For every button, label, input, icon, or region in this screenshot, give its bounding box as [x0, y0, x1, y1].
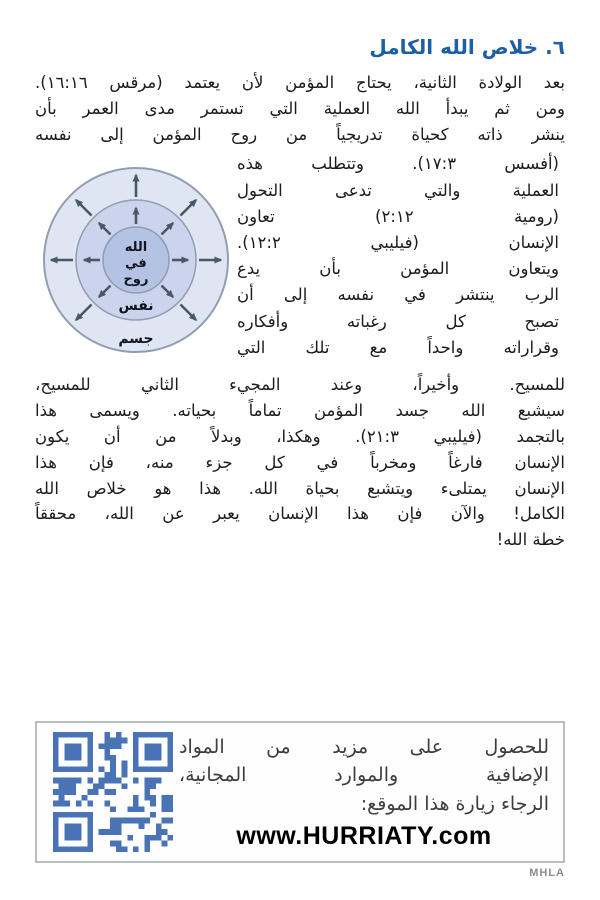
label-body: جسم	[118, 331, 154, 348]
label-spirit: روح	[123, 272, 149, 288]
body-line: الكامل! والآن فإن هذا الإنسان يعبر عن الله، محققاً	[35, 504, 565, 524]
paragraph-top	[35, 70, 565, 147]
body-line: وقراراته واحداً مع تلك التي	[237, 337, 559, 357]
promo-text-block	[179, 733, 553, 852]
body-line: الإنسان فارغاً ومخرباً في كل جزء منه، فإن هذا	[35, 452, 565, 472]
body-line: الرب ينتشر في نفسه إلى أن	[237, 285, 559, 305]
body-line: ويتعاون المؤمن بأن يدع	[237, 259, 559, 279]
promo-line: الرجاء زيارة هذا الموقع:	[360, 792, 549, 815]
body-line: تصبح كل رغباته وأفكاره	[237, 311, 559, 331]
label-in: في	[125, 256, 147, 272]
tripartite-man-figure	[35, 157, 237, 365]
body-line: بعد الولادة الثانية، يحتاج المؤمن لأن يعتمد (مرقس ١٦:١٦).	[35, 73, 565, 92]
promo-box	[35, 721, 565, 863]
qr-code	[47, 732, 179, 852]
promo-line: للحصول على مزيد من المواد	[179, 735, 549, 758]
body-line: بالتجمد (فيليبي ٢١:٣). وهكذا، وبدلاً من أن يكون	[35, 426, 565, 446]
promo-line: الإضافية والموارد المجانية،	[179, 764, 549, 787]
body-line: خطة الله!	[496, 530, 565, 550]
website-url[interactable]: www.HURRIATY.com	[236, 822, 492, 851]
label-god: الله	[124, 240, 148, 256]
body-line: ومن ثم يبدأ الله العملية التي تستمر مدى العمر بأن	[35, 98, 565, 118]
body-line: للمسيح. وأخيراً، وعند المجيء الثاني للمسيح،	[35, 375, 565, 395]
body-line: سيشبع الله جسد المؤمن تماماً بحياته. ويسمى هذا	[35, 401, 565, 421]
middle-section	[35, 151, 565, 369]
page-title: ٦. خلاص الله الكامل	[369, 35, 565, 59]
label-soul: نفس	[118, 298, 154, 315]
paragraph-beside-diagram	[237, 151, 565, 361]
body-line: ينشر ذاته كحياة تدريجياً من روح المؤمن إلى نفسه	[35, 124, 565, 144]
body-line: الإنسان (فيليبي ١٢:٢).	[237, 233, 559, 252]
body-line: العملية والتي تدعى التحول	[237, 180, 559, 200]
body-line: الإنسان يمتلىء ويتشبع بحياة الله. هذا هو خلاص الله	[35, 478, 565, 498]
paragraph-bottom	[35, 372, 565, 553]
concentric-circles-diagram	[35, 151, 237, 369]
body-line: (رومية ٢:١٢) تعاون	[237, 206, 559, 226]
body-line: (أفسس ١٧:٣). وتتطلب هذه	[237, 154, 559, 174]
footer-code: MHLA	[529, 866, 565, 879]
